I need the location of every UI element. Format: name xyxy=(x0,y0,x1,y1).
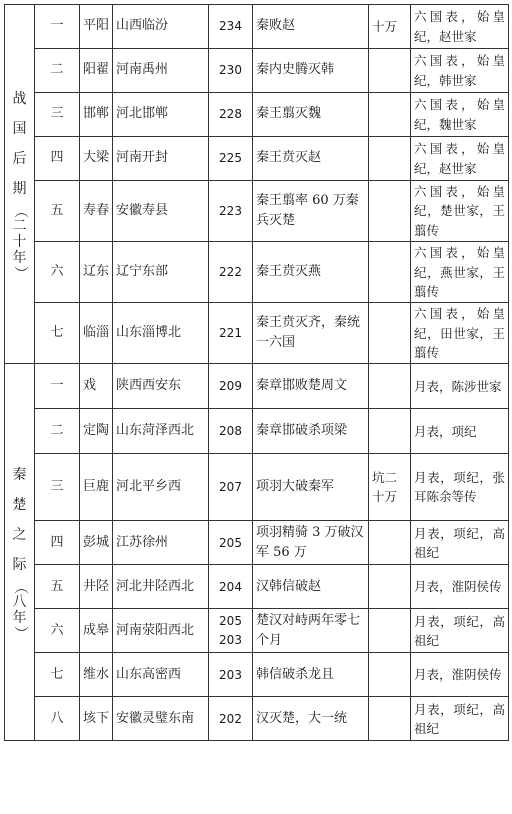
table-row xyxy=(5,697,509,741)
row-number: 五 xyxy=(35,181,80,242)
event-description: 秦王贲灭赵 xyxy=(253,137,369,181)
row-number: 四 xyxy=(35,521,80,565)
casualty-note xyxy=(369,181,411,242)
table-row xyxy=(5,609,509,653)
modern-location: 辽宁东部 xyxy=(113,242,209,303)
battle-place: 成皋 xyxy=(80,609,113,653)
casualty-note xyxy=(369,565,411,609)
row-number: 六 xyxy=(35,242,80,303)
row-number: 七 xyxy=(35,653,80,697)
battle-place: 平阳 xyxy=(80,5,113,49)
year-bc xyxy=(209,364,253,409)
casualty-note: 坑二十万 xyxy=(369,454,411,521)
modern-location: 河南开封 xyxy=(113,137,209,181)
row-number: 四 xyxy=(35,137,80,181)
modern-location: 陕西西安东 xyxy=(113,364,209,409)
year-bc xyxy=(209,242,253,303)
year-bc xyxy=(209,181,253,242)
casualty-note xyxy=(369,364,411,409)
era-label: 秦 楚 之 际 （ 八 年 ） xyxy=(11,467,28,641)
table-row xyxy=(5,242,509,303)
source-reference: 月表，淮阴侯传 xyxy=(411,653,509,697)
casualty-note xyxy=(369,653,411,697)
year-value: 202 xyxy=(219,711,242,726)
modern-location: 山东菏泽西北 xyxy=(113,409,209,454)
battles-table xyxy=(4,4,509,741)
battle-place: 井陉 xyxy=(80,565,113,609)
table-row xyxy=(5,565,509,609)
year-bc xyxy=(209,137,253,181)
source-reference: 月表，项纪，高祖纪 xyxy=(411,521,509,565)
table-row xyxy=(5,49,509,93)
year-value: 208 xyxy=(219,424,242,439)
source-reference: 六国表，始皇纪，燕世家，王翦传 xyxy=(411,242,509,303)
year-bc xyxy=(209,49,253,93)
row-number: 五 xyxy=(35,565,80,609)
year-bc xyxy=(209,653,253,697)
year-bc xyxy=(209,454,253,521)
battle-place: 邯郸 xyxy=(80,93,113,137)
casualty-note xyxy=(369,49,411,93)
table-row xyxy=(5,181,509,242)
year-bc xyxy=(209,565,253,609)
casualty-note xyxy=(369,521,411,565)
year-value: 223 xyxy=(219,203,242,218)
event-description: 秦内史腾灭韩 xyxy=(253,49,369,93)
battle-place: 彭城 xyxy=(80,521,113,565)
event-description: 韩信破杀龙且 xyxy=(253,653,369,697)
source-reference: 月表，淮阴侯传 xyxy=(411,565,509,609)
casualty-note xyxy=(369,137,411,181)
event-description: 秦败赵 xyxy=(253,5,369,49)
source-reference: 六国表，始皇纪，田世家，王翦传 xyxy=(411,303,509,364)
modern-location: 江苏徐州 xyxy=(113,521,209,565)
row-number: 三 xyxy=(35,93,80,137)
event-description: 汉灭楚，大一统 xyxy=(253,697,369,741)
battle-place: 维水 xyxy=(80,653,113,697)
event-description: 项羽大破秦军 xyxy=(253,454,369,521)
modern-location: 山东淄博北 xyxy=(113,303,209,364)
table-row xyxy=(5,364,509,409)
event-description: 秦王翦灭魏 xyxy=(253,93,369,137)
year-value: 221 xyxy=(219,326,242,341)
modern-location: 河北平乡西 xyxy=(113,454,209,521)
battle-place: 阳翟 xyxy=(80,49,113,93)
modern-location: 安徽寿县 xyxy=(113,181,209,242)
battle-place: 戏 xyxy=(80,364,113,409)
modern-location: 山西临汾 xyxy=(113,5,209,49)
table-row xyxy=(5,521,509,565)
row-number: 二 xyxy=(35,409,80,454)
battle-place: 寿春 xyxy=(80,181,113,242)
table-row xyxy=(5,653,509,697)
row-number: 八 xyxy=(35,697,80,741)
year-value: 203 xyxy=(219,667,242,682)
casualty-note xyxy=(369,697,411,741)
source-reference: 月表，项纪 xyxy=(411,409,509,454)
source-reference: 月表，项纪，高祖纪 xyxy=(411,697,509,741)
year-value: 234 xyxy=(219,19,242,34)
row-number: 二 xyxy=(35,49,80,93)
source-reference: 月表，陈涉世家 xyxy=(411,364,509,409)
battle-place: 定陶 xyxy=(80,409,113,454)
modern-location: 河南荥阳西北 xyxy=(113,609,209,653)
row-number: 三 xyxy=(35,454,80,521)
casualty-note: 十万 xyxy=(369,5,411,49)
year-bc xyxy=(209,697,253,741)
modern-location: 安徽灵璧东南 xyxy=(113,697,209,741)
year-bc xyxy=(209,609,253,653)
year-bc xyxy=(209,5,253,49)
era-label: 战 国 后 期 （ 二 十 年 ） xyxy=(11,91,28,281)
event-description: 秦章邯败楚周文 xyxy=(253,364,369,409)
source-reference: 六国表，始皇纪，赵世家 xyxy=(411,137,509,181)
modern-location: 河北井陉西北 xyxy=(113,565,209,609)
year-value-end: 203 xyxy=(219,632,242,647)
event-description: 秦王贲灭齐，秦统一六国 xyxy=(253,303,369,364)
battle-place: 垓下 xyxy=(80,697,113,741)
casualty-note xyxy=(369,303,411,364)
year-bc xyxy=(209,521,253,565)
era-cell xyxy=(5,5,35,364)
table-row xyxy=(5,137,509,181)
source-reference: 月表，项纪，高祖纪 xyxy=(411,609,509,653)
modern-location: 河南禹州 xyxy=(113,49,209,93)
year-bc xyxy=(209,303,253,364)
year-bc xyxy=(209,409,253,454)
row-number: 六 xyxy=(35,609,80,653)
battle-place: 大梁 xyxy=(80,137,113,181)
year-value: 204 xyxy=(219,579,242,594)
casualty-note xyxy=(369,242,411,303)
year-value: 205 xyxy=(219,614,242,629)
modern-location: 山东高密西 xyxy=(113,653,209,697)
year-value: 225 xyxy=(219,151,242,166)
casualty-note xyxy=(369,409,411,454)
row-number: 一 xyxy=(35,5,80,49)
source-reference: 六国表，始皇纪，楚世家，王翦传 xyxy=(411,181,509,242)
source-reference: 月表，项纪，张耳陈余等传 xyxy=(411,454,509,521)
table-row xyxy=(5,93,509,137)
era-cell xyxy=(5,364,35,741)
table-row xyxy=(5,5,509,49)
year-value: 209 xyxy=(219,379,242,394)
year-value: 207 xyxy=(219,480,242,495)
year-value: 230 xyxy=(219,63,242,78)
event-description: 汉韩信破赵 xyxy=(253,565,369,609)
row-number: 七 xyxy=(35,303,80,364)
casualty-note xyxy=(369,609,411,653)
battle-place: 辽东 xyxy=(80,242,113,303)
source-reference: 六国表，始皇纪，韩世家 xyxy=(411,49,509,93)
event-description: 秦王贲灭燕 xyxy=(253,242,369,303)
year-bc xyxy=(209,93,253,137)
year-value: 228 xyxy=(219,107,242,122)
event-description: 秦章邯破杀项梁 xyxy=(253,409,369,454)
year-value: 205 xyxy=(219,535,242,550)
battle-place: 巨鹿 xyxy=(80,454,113,521)
event-description: 项羽精骑 3 万破汉军 56 万 xyxy=(253,521,369,565)
table-row xyxy=(5,303,509,364)
event-description: 楚汉对峙两年零七个月 xyxy=(253,609,369,653)
table-body xyxy=(5,5,509,741)
year-value: 222 xyxy=(219,264,242,279)
table-row xyxy=(5,454,509,521)
row-number: 一 xyxy=(35,364,80,409)
source-reference: 六国表，始皇纪，魏世家 xyxy=(411,93,509,137)
event-description: 秦王翦率 60 万秦兵灭楚 xyxy=(253,181,369,242)
source-reference: 六国表，始皇纪，赵世家 xyxy=(411,5,509,49)
modern-location: 河北邯郸 xyxy=(113,93,209,137)
casualty-note xyxy=(369,93,411,137)
table-row xyxy=(5,409,509,454)
battle-place: 临淄 xyxy=(80,303,113,364)
